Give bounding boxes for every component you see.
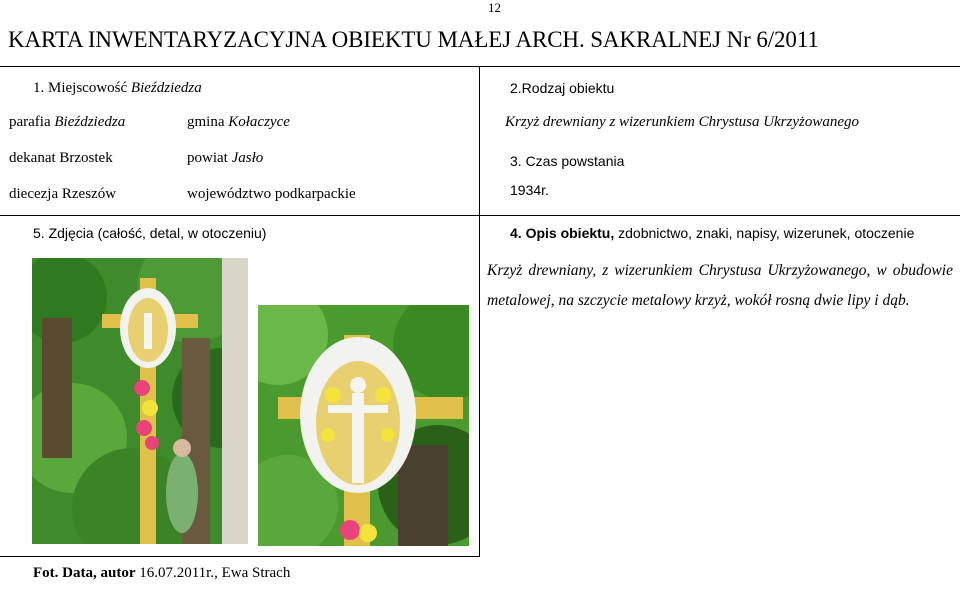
footer-label: Fot. Data, autor xyxy=(33,565,136,581)
photo-detail xyxy=(258,305,469,546)
dekanat-label: dekanat xyxy=(9,150,56,166)
dekanat-value: Brzostek xyxy=(59,150,113,166)
page-number: 12 xyxy=(488,0,501,15)
grid-line-footer xyxy=(0,556,480,557)
object-type-value: Krzyż drewniany z wizerunkiem Chrystusa Ukrzyżowanego xyxy=(505,114,860,130)
powiat-value: Jasło xyxy=(231,150,264,166)
footer-row xyxy=(33,565,290,582)
description-label xyxy=(510,225,914,241)
gmina-row xyxy=(187,114,290,131)
creation-time-label: 3. Czas powstania xyxy=(510,153,625,169)
grid-line-middle xyxy=(0,215,960,216)
wojewodztwo-label: województwo xyxy=(187,186,272,202)
diecezja-row xyxy=(9,186,116,203)
description-text: Krzyż drewniany, z wizerunkiem Chrystusa Ukrzyżowanego, w obudowie metalowej, na szczycie metalowy krzyż, wokół rosną dwie lipy i dąb. xyxy=(487,262,953,309)
parafia-value: Bieździedza xyxy=(54,114,126,130)
object-type-label: 2.Rodzaj obiektu xyxy=(510,80,615,96)
photo-detail-image xyxy=(258,305,469,546)
powiat-row xyxy=(187,150,263,167)
parafia-row xyxy=(9,114,125,131)
description-label-bold: 4. Opis obiektu, xyxy=(510,225,615,241)
grid-line-center xyxy=(479,66,480,556)
parafia-label: parafia xyxy=(9,114,51,130)
powiat-label: powiat xyxy=(187,150,228,166)
grid-line-top xyxy=(0,66,960,67)
miejscowosc-label: 1. Miejscowość xyxy=(33,80,128,96)
photo-overview xyxy=(32,258,248,544)
miejscowosc-value: Bieździedza xyxy=(130,80,202,96)
creation-time-value: 1934r. xyxy=(510,182,549,198)
dekanat-row xyxy=(9,150,113,167)
footer-date: 16.07.2011r. xyxy=(139,565,215,581)
page-title: KARTA INWENTARYZACYJNA OBIEKTU MAŁEJ ARCH. SAKRALNEJ Nr 6/2011 xyxy=(8,27,819,52)
photo-overview-image xyxy=(32,258,248,544)
wojewodztwo-row xyxy=(187,186,356,203)
description-label-rest: zdobnictwo, znaki, napisy, wizerunek, otoczenie xyxy=(614,225,915,241)
diecezja-value: Rzeszów xyxy=(61,186,117,202)
gmina-value: Kołaczyce xyxy=(228,114,290,130)
photos-label xyxy=(33,225,266,241)
gmina-label: gmina xyxy=(187,114,225,130)
footer-author: Ewa Strach xyxy=(221,565,291,581)
diecezja-label: diecezja xyxy=(9,186,59,202)
miejscowosc-row xyxy=(33,80,202,97)
photos-label-rest: (całość, detal, w otoczeniu) xyxy=(93,225,267,241)
footer-separator: , xyxy=(214,565,222,581)
wojewodztwo-value: podkarpackie xyxy=(274,186,356,202)
photos-label-bold: 5. Zdjęcia xyxy=(33,225,94,241)
